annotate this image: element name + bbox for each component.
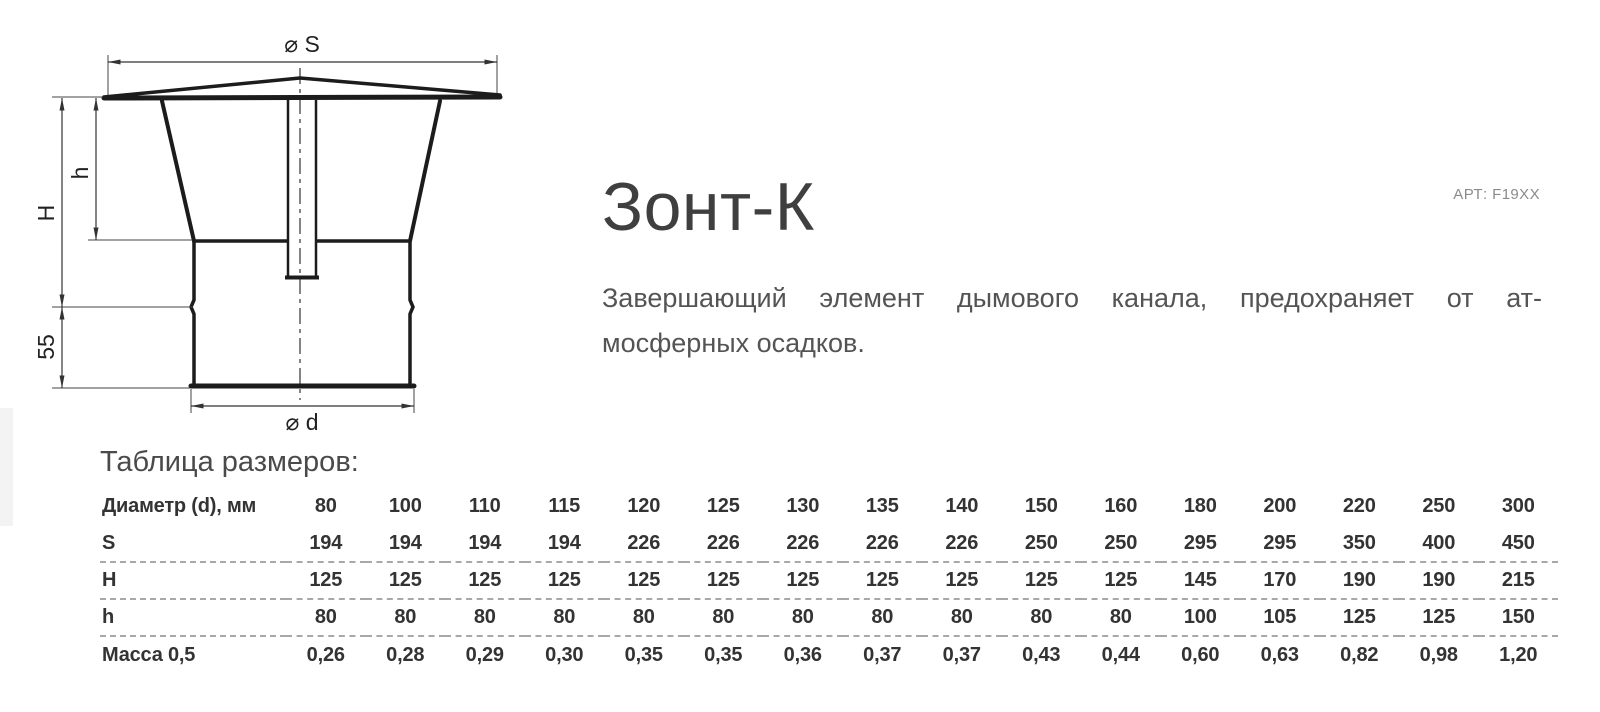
- table-row: [100, 636, 1558, 673]
- stem-tube: [288, 100, 316, 277]
- table-cell: 80: [473, 606, 496, 628]
- diameter-header-cell: 300: [1501, 495, 1535, 517]
- table-cell: 170: [1263, 569, 1297, 591]
- diameter-header-cell: 130: [786, 495, 820, 517]
- cap-top-outline: [104, 78, 500, 97]
- chimney-cap-diagram: [0, 0, 560, 440]
- page-title: Зонт-К: [602, 169, 815, 245]
- table-cell: 1,20: [1499, 643, 1538, 666]
- table-cell: 226: [865, 531, 899, 554]
- table-cell: 0,29: [465, 643, 504, 666]
- row-label: S: [102, 531, 116, 554]
- table-cell: 400: [1422, 531, 1456, 554]
- table-cell: 0,28: [386, 643, 425, 666]
- technical-drawing: [0, 0, 560, 440]
- diameter-header-cell: 80: [314, 495, 337, 517]
- table-cell: 226: [706, 531, 740, 554]
- dim-label-diameter-d: ⌀ d: [285, 409, 319, 435]
- row-label: h: [102, 606, 115, 628]
- table-header-row: [100, 488, 1558, 525]
- table-cell: 0,43: [1022, 643, 1061, 666]
- table-cell: 125: [706, 569, 740, 591]
- table-cell: 0,63: [1260, 643, 1299, 666]
- table-cell: 194: [309, 531, 343, 554]
- row-label: H: [102, 569, 117, 591]
- table-cell: 125: [1024, 569, 1058, 591]
- table-cell: 0,44: [1101, 643, 1140, 666]
- table-cell: 226: [786, 531, 820, 554]
- table-cell: 0,30: [545, 643, 584, 666]
- table-cell: 0,37: [942, 643, 981, 666]
- table-cell: 150: [1501, 606, 1535, 628]
- table-cell: 125: [547, 569, 581, 591]
- table-cell: 295: [1263, 531, 1297, 554]
- diameter-header-cell: 125: [706, 495, 740, 517]
- table-cell: 125: [865, 569, 899, 591]
- table-cell: 250: [1104, 531, 1138, 554]
- table-cell: 0,35: [704, 643, 743, 666]
- diameter-header-cell: 135: [865, 495, 899, 517]
- table-cell: 125: [309, 569, 343, 591]
- cap-rim-line: [104, 97, 500, 98]
- table-row: [100, 525, 1558, 562]
- table-cell: 125: [1104, 569, 1138, 591]
- table-cell: 80: [394, 606, 417, 628]
- cone-walls: [162, 101, 440, 241]
- table-cell: 226: [945, 531, 979, 554]
- dim-label-diameter-s: ⌀ S: [284, 31, 320, 57]
- table-cell: 0,98: [1419, 643, 1458, 666]
- table-header-label: Диаметр (d), мм: [102, 495, 257, 517]
- table-cell: 125: [1422, 606, 1456, 628]
- table-cell: 125: [627, 569, 661, 591]
- diameter-header-cell: 100: [388, 495, 422, 517]
- pipe-walls: [191, 241, 413, 385]
- table-cell: 80: [632, 606, 655, 628]
- table-cell: 80: [314, 606, 337, 628]
- table-cell: 80: [950, 606, 973, 628]
- dimension-lines: [62, 62, 497, 406]
- dim-label-socket-55: 55: [33, 334, 59, 360]
- table-cell: 80: [871, 606, 894, 628]
- table-cell: 194: [388, 531, 422, 554]
- description-line-2: мосферных осадков.: [602, 328, 865, 358]
- description-line-1: Завершающий элемент дымового канала, предохраняет от ат-: [602, 283, 1542, 313]
- diameter-header-cell: 180: [1183, 495, 1217, 517]
- table-row: [100, 599, 1558, 636]
- diameter-header-cell: 115: [548, 495, 581, 517]
- diameter-header-cell: 150: [1024, 495, 1058, 517]
- table-caption: Таблица размеров:: [100, 446, 359, 478]
- table-row: [100, 562, 1558, 599]
- extension-lines: [52, 55, 497, 413]
- size-table: [100, 488, 1558, 673]
- table-cell: 190: [1422, 569, 1456, 591]
- table-cell: 80: [712, 606, 735, 628]
- table-cell: 190: [1342, 569, 1376, 591]
- table-cell: 450: [1501, 531, 1535, 554]
- table-cell: 125: [1342, 606, 1376, 628]
- table-cell: 350: [1342, 531, 1376, 554]
- table-body: [100, 525, 1558, 673]
- table-cell: 0,82: [1340, 643, 1379, 666]
- table-cell: 215: [1501, 569, 1535, 591]
- row-label: Масса 0,5: [102, 643, 196, 666]
- table-cell: 105: [1263, 606, 1297, 628]
- diameter-header-cell: 140: [945, 495, 979, 517]
- table-cell: 250: [1024, 531, 1058, 554]
- table-cell: 295: [1183, 531, 1217, 554]
- table-cell: 125: [468, 569, 502, 591]
- diameter-header-cell: 220: [1342, 495, 1376, 517]
- table-cell: 80: [553, 606, 576, 628]
- dim-label-height-h-total: H: [33, 204, 59, 222]
- table-cell: 0,37: [863, 643, 902, 666]
- product-description: [602, 276, 1542, 366]
- article-number: АРТ: F19XX: [1453, 186, 1540, 203]
- table-cell: 194: [468, 531, 502, 554]
- table-cell: 145: [1183, 569, 1217, 591]
- table-cell: 125: [786, 569, 820, 591]
- table-cell: 0,26: [306, 643, 345, 666]
- diameter-header-cell: 120: [627, 495, 661, 517]
- table-cell: 125: [388, 569, 422, 591]
- diameter-header-cell: 250: [1422, 495, 1456, 517]
- size-table-container: [100, 488, 1558, 673]
- diameter-header-cell: 160: [1104, 495, 1138, 517]
- diameter-header-cell: 200: [1263, 495, 1297, 517]
- table-cell: 80: [1030, 606, 1053, 628]
- table-cell: 226: [627, 531, 661, 554]
- table-cell: 80: [791, 606, 814, 628]
- table-cell: 125: [945, 569, 979, 591]
- table-cell: 194: [547, 531, 581, 554]
- table-cell: 100: [1183, 606, 1217, 628]
- dim-label-height-h-cone: h: [67, 166, 93, 180]
- table-cell: 0,36: [783, 643, 822, 666]
- table-cell: 0,35: [624, 643, 663, 666]
- table-cell: 80: [1109, 606, 1132, 628]
- table-cell: 0,60: [1181, 643, 1220, 666]
- diameter-header-cell: 110: [468, 495, 501, 517]
